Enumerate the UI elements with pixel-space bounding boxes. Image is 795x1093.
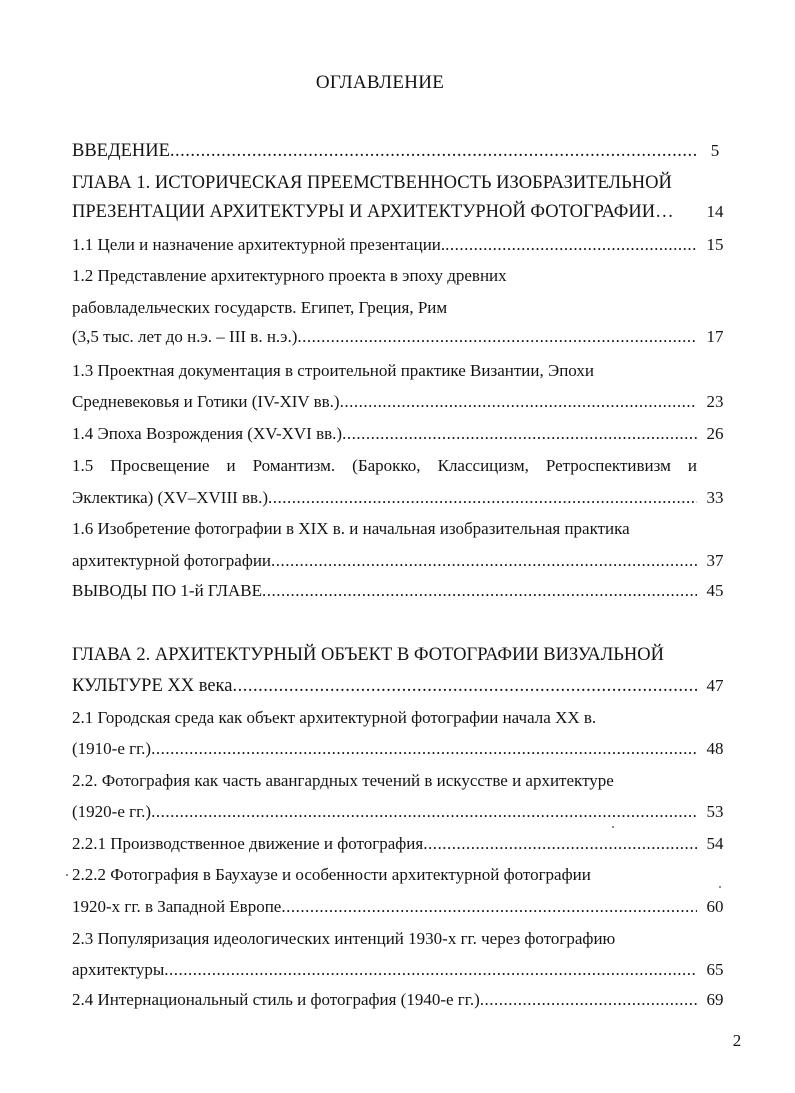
toc-page-number: 48 (706, 739, 724, 758)
dot-leader (342, 421, 697, 447)
dot-leader (297, 324, 697, 350)
toc-entry (72, 358, 697, 384)
page-title: ОГЛАВЛЕНИЕ (315, 72, 445, 93)
toc-entry (72, 138, 697, 164)
page-number: 2 (732, 1031, 742, 1050)
toc-page-number: 60 (706, 897, 724, 916)
dot-leader (262, 578, 697, 604)
toc-entry (72, 170, 697, 196)
toc-entry-text: архитектурной фотографии (72, 551, 272, 570)
dot-leader (151, 799, 697, 825)
toc-entry-text: 2.3 Популяризация идеологических интенций 1930-х гг. через фотографию (72, 929, 616, 948)
toc-entry-text: (3,5 тыс. лет до н.э. – III в. н.э.) (72, 327, 298, 346)
toc-entry-text: Эклектика) (XV–XVIII вв.) (72, 488, 268, 507)
toc-page-number: 65 (706, 960, 724, 979)
toc-entry-text: 2.2. Фотография как часть авангардных течений в искусстве и архитектуре (72, 771, 614, 790)
toc-entry (72, 232, 697, 258)
toc-page-number: 53 (706, 802, 724, 821)
toc-entry (72, 673, 697, 699)
toc-entry-text: 1.3 Проектная документация в строительной практике Византии, Эпохи (72, 361, 594, 380)
toc-entry (72, 295, 697, 321)
toc-entry-text: (1920-е гг.) (72, 802, 152, 821)
toc-entry (72, 705, 697, 731)
toc-entry-text: ВЫВОДЫ ПО 1-й ГЛАВЕ (72, 581, 262, 600)
toc-page-number: 45 (706, 581, 724, 600)
dot-leader (340, 389, 697, 415)
toc-entry (72, 421, 697, 447)
toc-entry-text: 1.2 Представление архитектурного проекта в эпоху древних (72, 266, 507, 285)
toc-entry (72, 516, 697, 542)
toc-entry-text: 1920-х гг. в Западной Европе (72, 897, 282, 916)
toc-entry-text: 1.5 Просвещение и Романтизм. (Барокко, Классицизм, Ретроспективизм и (72, 456, 697, 475)
scan-speck (66, 874, 68, 876)
toc-entry (72, 768, 697, 794)
toc-page-number: 69 (706, 990, 724, 1009)
toc-entry (72, 263, 697, 289)
toc-entry (72, 642, 697, 668)
toc-page-number: 14 (706, 202, 724, 221)
toc-entry-text: (1910-е гг.) (72, 739, 152, 758)
toc-entry (72, 199, 697, 225)
dot-leader (281, 894, 697, 920)
toc-entry (72, 389, 697, 415)
toc-entry-text: 1.4 Эпоха Возрождения (XV-XVI вв.) (72, 424, 343, 443)
toc-entry (72, 453, 697, 479)
toc-entry-text: ПРЕЗЕНТАЦИИ АРХИТЕКТУРЫ И АРХИТЕКТУРНОЙ ФОТОГРАФИИ… (72, 202, 674, 222)
toc-entry-text: 1.6 Изобретение фотографии в XIX в. и начальная изобразительная практика (72, 519, 630, 538)
dot-leader (232, 673, 697, 699)
dot-leader (164, 957, 697, 983)
toc-entry-text: ГЛАВА 2. АРХИТЕКТУРНЫЙ ОБЪЕКТ В ФОТОГРАФИИ ВИЗУАЛЬНОЙ (72, 645, 664, 665)
dot-leader (268, 485, 697, 511)
toc-entry (72, 485, 697, 511)
toc-entry-text: ВВЕДЕНИЕ (72, 141, 170, 161)
toc-entry-text: 2.4 Интернациональный стиль и фотография (1940-е гг.) (72, 990, 480, 1009)
toc-page-number: 5 (710, 141, 720, 160)
toc-entry-text: 2.2.1 Производственное движение и фотография (72, 834, 424, 853)
toc-entry (72, 799, 697, 825)
toc-entry-text: ГЛАВА 1. ИСТОРИЧЕСКАЯ ПРЕЕМСТВЕННОСТЬ ИЗОБРАЗИТЕЛЬНОЙ (72, 173, 672, 193)
toc-entry (72, 957, 697, 983)
toc-page-number: 23 (706, 392, 724, 411)
toc-entry (72, 324, 697, 350)
toc-page-number: 37 (706, 551, 724, 570)
toc-entry-text: архитектуры (72, 960, 165, 979)
toc-entry-text: 1.1 Цели и назначение архитектурной презентации. (72, 235, 446, 254)
toc-page-number: 15 (706, 235, 724, 254)
toc-entry (72, 548, 697, 574)
toc-entry (72, 831, 697, 857)
toc-entry (72, 894, 697, 920)
toc-page-number: 17 (706, 327, 724, 346)
toc-page-number: 33 (706, 488, 724, 507)
toc-entry (72, 987, 697, 1013)
scan-speck (719, 886, 721, 888)
dot-leader (170, 138, 697, 164)
toc-entry (72, 736, 697, 762)
toc-page-number: 26 (706, 424, 724, 443)
toc-entry-text: 2.1 Городская среда как объект архитектурной фотографии начала XX в. (72, 708, 597, 727)
toc-page-number: 47 (706, 676, 724, 695)
dot-leader (151, 736, 697, 762)
toc-entry (72, 862, 697, 888)
dot-leader (271, 548, 697, 574)
toc-page-number: 54 (706, 834, 724, 853)
toc-entry-text: Средневековья и Готики (IV-XIV вв.) (72, 392, 340, 411)
dot-leader (423, 831, 697, 857)
toc-entry-text: 2.2.2 Фотография в Баухаузе и особенности архитектурной фотографии (72, 865, 591, 884)
dot-leader (480, 987, 697, 1013)
dot-leader (445, 232, 697, 258)
scan-speck (612, 826, 614, 828)
toc-entry (72, 926, 697, 952)
toc-entry-text: КУЛЬТУРЕ XX века (72, 676, 233, 696)
toc-entry (72, 578, 697, 604)
toc-entry-text: рабовладельческих государств. Египет, Греция, Рим (72, 298, 448, 317)
